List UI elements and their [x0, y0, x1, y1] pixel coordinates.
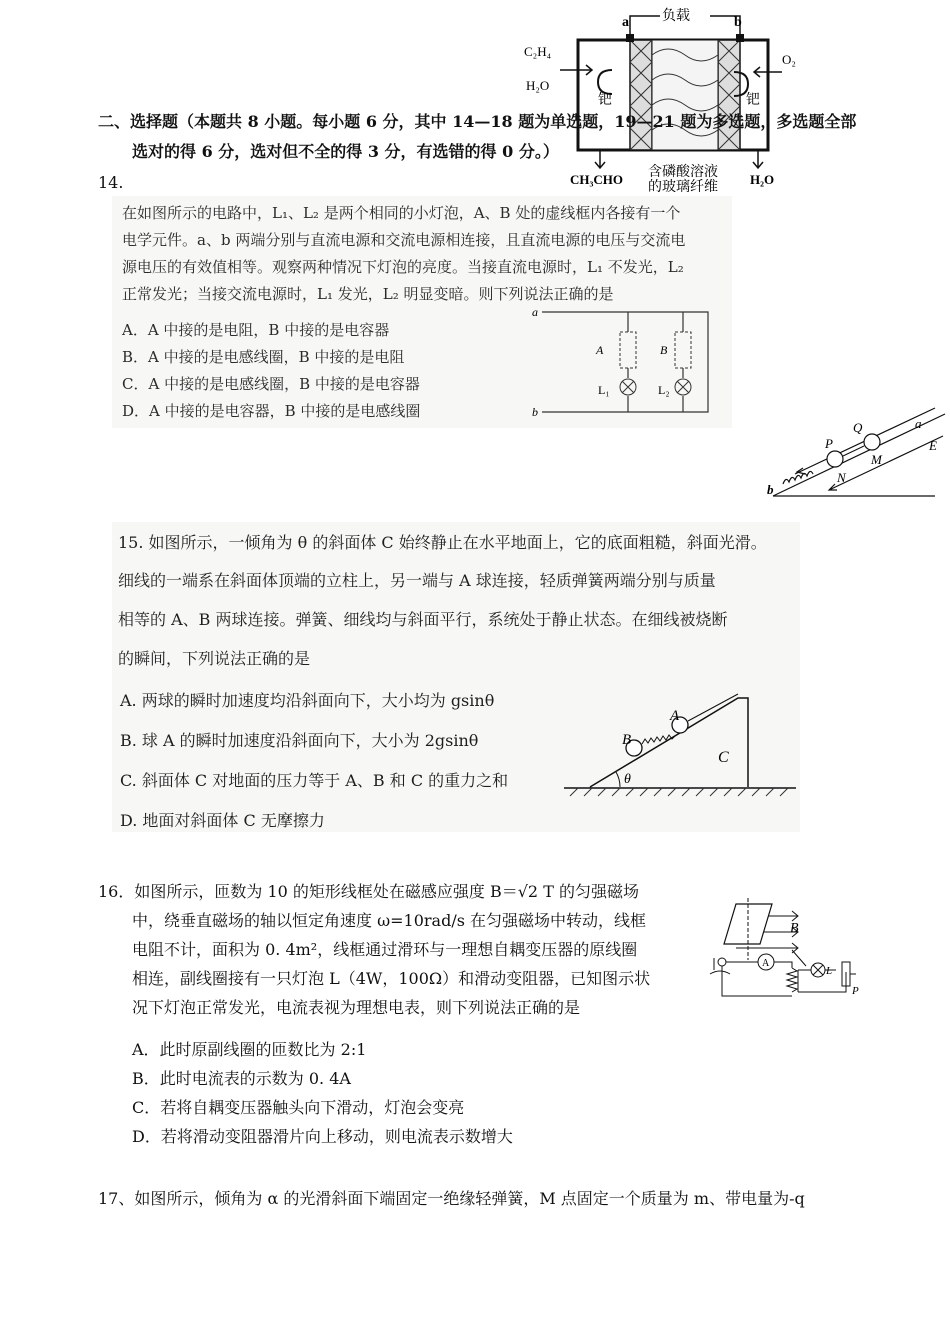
q16-option-a: A．此时原副线圈的匝数比为 2:1 [132, 1040, 367, 1059]
section-heading-line1: 二、选择题（本题共 8 小题。每小题 6 分，其中 14—18 题为单选题，19—21 题为多选题，多选题全部 [98, 112, 857, 131]
svg-text:b: b [734, 15, 742, 30]
svg-text:钯: 钯 [598, 93, 612, 108]
svg-text:P: P [852, 985, 859, 997]
svg-text:B: B [790, 921, 799, 936]
svg-text:L₁: L₁ [598, 383, 610, 397]
svg-text:CH₃CHO: CH₃CHO [570, 172, 624, 187]
svg-text:a: a [622, 15, 629, 30]
q16-option-d: D．若将滑动变阻器滑片向上移动，则电流表示数增大 [132, 1127, 513, 1146]
svg-text:钯: 钯 [746, 93, 760, 108]
q17-stem: 17、如图所示，倾角为 α 的光滑斜面下端固定一绝缘轻弹簧，M 点固定一个质量为 m、带电量为-q [98, 1189, 805, 1208]
svg-text:L₂: L₂ [658, 383, 670, 397]
svg-text:N: N [837, 470, 846, 485]
load-label: 负载 [662, 9, 690, 24]
svg-text:A: A [762, 958, 770, 969]
svg-text:H₂O: H₂O [526, 78, 550, 93]
svg-text:B: B [622, 732, 632, 748]
q16-option-c: C．若将自耦变压器触头向下滑动，灯泡会变亮 [132, 1098, 465, 1117]
q15-option-a: A. 两球的瞬时加速度均沿斜面向下，大小均为 gsinθ [120, 691, 495, 710]
svg-text:的玻璃纤维: 的玻璃纤维 [648, 180, 718, 192]
q16-transformer-figure [706, 898, 866, 1006]
q15-option-b: B. 球 A 的瞬时加速度沿斜面向下，大小为 2gsinθ [120, 731, 479, 750]
svg-text:含磷酸溶液: 含磷酸溶液 [648, 165, 718, 180]
q16-option-b: B．此时电流表的示数为 0. 4A [132, 1069, 351, 1088]
q14-circuit-diagram [528, 302, 728, 426]
svg-text:L: L [826, 965, 833, 977]
svg-text:H₂O: H₂O [750, 172, 775, 187]
svg-text:M: M [871, 452, 882, 467]
q15-option-c: C. 斜面体 C 对地面的压力等于 A、B 和 C 的重力之和 [120, 771, 509, 790]
q14-number: 14. [98, 173, 124, 192]
svg-text:E: E [929, 438, 937, 453]
q14-option-d: D．A 中接的是电容器，B 中接的是电感线圈 [122, 402, 421, 420]
svg-text:A: A [596, 343, 604, 357]
svg-text:a: a [915, 416, 922, 431]
svg-text:O₂: O₂ [782, 52, 796, 67]
q15-incline-figure [560, 670, 800, 798]
svg-text:θ: θ [624, 772, 631, 787]
svg-text:C: C [718, 749, 729, 766]
q14-option-c: C．A 中接的是电感线圈，B 中接的是电容器 [122, 375, 420, 393]
svg-text:a: a [532, 305, 538, 319]
svg-text:b: b [767, 482, 774, 497]
svg-text:P: P [825, 436, 833, 451]
svg-text:b: b [532, 405, 538, 419]
fuel-cell-diagram [520, 0, 820, 192]
svg-text:B: B [660, 343, 668, 357]
svg-text:Q: Q [853, 420, 863, 435]
incline-spring-figure [765, 392, 950, 504]
q14-option-b: B．A 中接的是电感线圈，B 中接的是电阻 [122, 348, 405, 366]
section-heading-line2: 选对的得 6 分，选对但不全的得 3 分，有选错的得 0 分。） [132, 142, 559, 161]
q14-option-a: A．A 中接的是电阻，B 中接的是电容器 [122, 321, 390, 339]
svg-text:C₂H₄: C₂H₄ [524, 44, 552, 59]
svg-text:A: A [670, 708, 680, 724]
q15-option-d: D. 地面对斜面体 C 无摩擦力 [120, 811, 325, 830]
